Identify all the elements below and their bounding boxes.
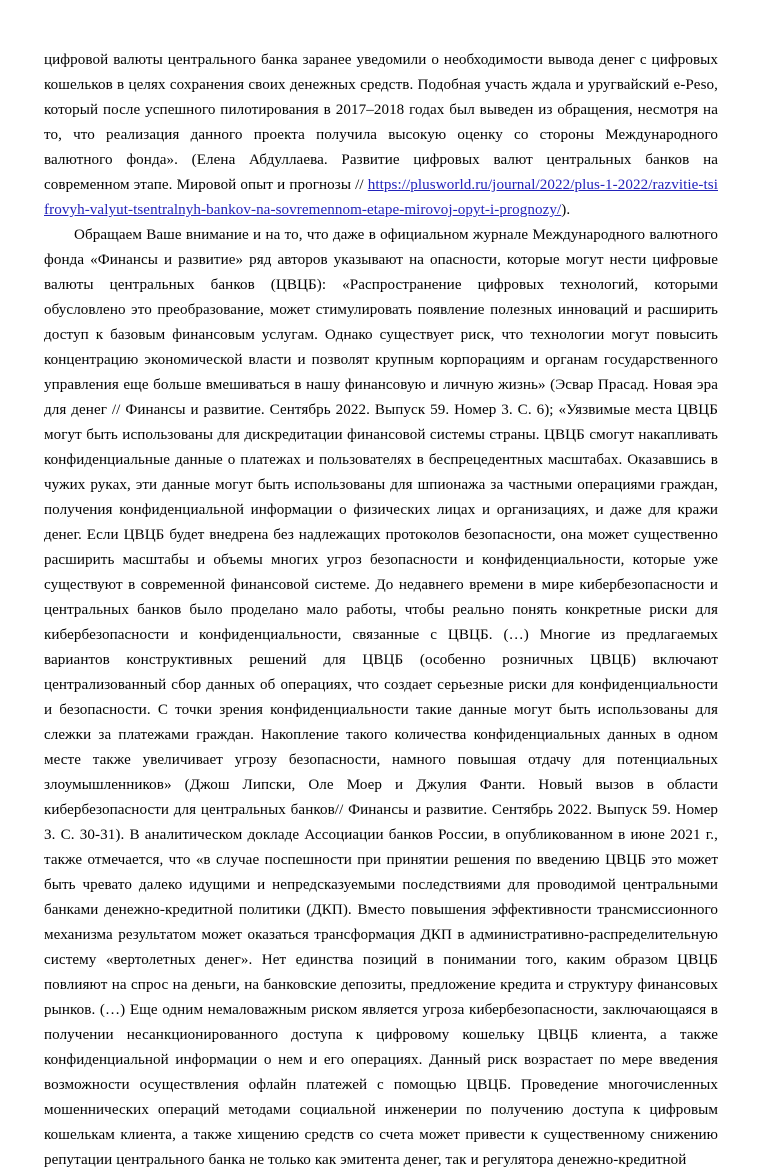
- paragraph-continued-epeso: [44, 48, 718, 223]
- paragraph-text-run: ).: [561, 202, 571, 218]
- paragraph-text-run: Обращаем Ваше внимание и на то, что даже в официальном журнале Международного валютного фонда «Финансы и развитие» ряд авторов указывают на опасности, которые могут нести цифровые валюты центральных банков (ЦВЦБ): «Распространение цифровых технологий, которыми обусловлено это преобразование, может стимулировать появление полезных инноваций и расширить доступ к базовым финансовым услугам. Однако существует риск, что технологии могут повысить концентрацию экономической власти и позволят крупным корпорациям и органам государственного управления еще больше вмешиваться в нашу финансовую и личную жизнь» (Эсвар Прасад. Новая эра для денег // Финансы и развитие. Сентябрь 2022. Выпуск 59. Номер 3. С. 6); «Уязвимые места ЦВЦБ могут быть использованы для дискредитации финансовой системы страны. ЦВЦБ смогут накапливать конфиденциальные данные о платежах и пользователях в беспрецедентных масштабах. Оказавшись в чужих руках, эти данные могут быть использованы для шпионажа за частными операциями граждан, получения конфиденциальной информации о физических лицах и организациях, и даже для кражи денег. Если ЦВЦБ будет внедрена без надлежащих протоколов безопасности, она может существенно расширить масштабы и объемы многих угроз безопасности и конфиденциальности, которые уже существуют в современной финансовой системе. До недавнего времени в мире кибербезопасности и центральных банков было проделано мало работы, чтобы реально понять конкретные риски для кибербезопасности и конфиденциальности, связанные с ЦВЦБ. (…) Многие из предлагаемых вариантов конструктивных решений для ЦВЦБ (особенно розничных ЦВЦБ) включают централизованный сбор данных об операциях, что создает серьезные риски для конфиденциальности и безопасности. С точки зрения конфиденциальности такие данные могут быть использованы для слежки за платежами граждан. Накопление такого количества конфиденциальных данных в одном месте также увеличивает угрозу безопасности, намного повышая отдачу для потенциальных злоумышленников» (Джош Липски, Оле Моер и Джулия Фанти. Новый вызов в области кибербезопасности для центральных банков// Финансы и развитие. Сентябрь 2022. Выпуск 59. Номер 3. С. 30-31). В аналитическом докладе Ассоциации банков России, в опубликованном в июне 2021 г., также отмечается, что «в случае поспешности при принятии решения по введению ЦВЦБ это может быть чревато далеко идущими и непредсказуемыми последствиями для проводимой центральными банками денежно-кредитной политики (ДКП). Вместо повышения эффективности трансмиссионного механизма результатом может оказаться трансформация ДКП в административно-распределительную систему «вертолетных денег». Нет единства позиций в понимании того, каким образом ЦВЦБ повлияют на спрос на деньги, на банковские депозиты, предложение кредита и структуру финансовых рынков. (…) Еще одним немаловажным риском является угроза кибербезопасности, заключающаяся в получении несанкционированного доступа к цифровому кошельку ЦВЦБ клиента, а также конфиденциальной информации о нем и его операциях. Данный риск возрастает по мере введения возможности осуществления офлайн платежей с помощью ЦВЦБ. Проведение многочисленных мошеннических операций методами социальной инженерии по получению доступа к цифровым кошелькам клиента, а также хищению средств со счета может привести к существенному снижению репутации центрального банка не только как эмитента денег, так и регулятора денежно-кредитной: [44, 227, 718, 1168]
- paragraph-text-run: цифровой валюты центрального банка заранее уведомили о необходимости вывода денег с цифровых кошельков в целях сохранения своих денежных средств. Подобная участь ждала и уругвайский e-Peso, который после успешного пилотирования в 2017–2018 годах был выведен из обращения, несмотря на то, что реализация данного проекта получила высокую оценку со стороны Международного валютного фонда». (Елена Абдуллаева. Развитие цифровых валют центральных банков на современном этапе. Мировой опыт и прогнозы //: [44, 52, 718, 193]
- source-hyperlink[interactable]: https://plusworld.ru/journal/2022/plus-1-2022/razvitie-tsifrovyh-valyut-tsentralnyh-bankov-na-sovremennom-etape-mirovoj-opyt-i-prognozy/: [44, 177, 718, 218]
- paragraph-imf-risks: [44, 223, 718, 1173]
- document-text-body: [44, 48, 718, 1173]
